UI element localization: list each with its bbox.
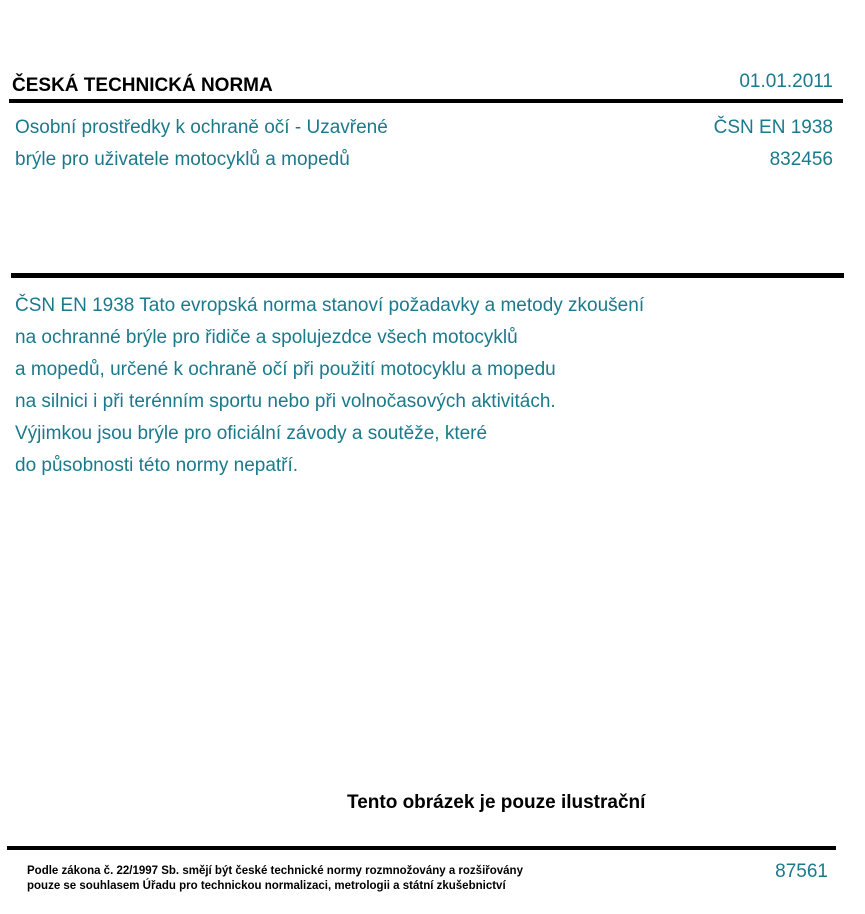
- middle-divider: [11, 273, 844, 278]
- standard-code: ČSN EN 1938: [713, 117, 833, 138]
- abstract-line: Výjimkou jsou brýle pro oficiální závody a soutěže, které: [15, 423, 488, 444]
- legal-notice-line: pouze se souhlasem Úřadu pro technickou normalizaci, metrologii a státní zkušebnictví: [27, 880, 506, 892]
- abstract-line: na silnici i při terénním sportu nebo při volnočasových aktivitách.: [15, 391, 556, 412]
- document-type-heading: ČESKÁ TECHNICKÁ NORMA: [12, 75, 273, 96]
- abstract-line: na ochranné brýle pro řidiče a spolujezdce všech motocyklů: [15, 327, 518, 348]
- illustration-disclaimer: Tento obrázek je pouze ilustrační: [347, 792, 646, 813]
- legal-notice-line: Podle zákona č. 22/1997 Sb. smějí být české technické normy rozmnožovány a rozšiřovány: [27, 865, 523, 877]
- legal-notice: [27, 864, 523, 894]
- effective-date: 01.01.2011: [739, 71, 833, 92]
- abstract-text: [15, 290, 775, 482]
- abstract-line: do působnosti této normy nepatří.: [15, 455, 299, 476]
- document-number: 87561: [775, 861, 828, 882]
- standard-class-number: 832456: [769, 149, 833, 170]
- abstract-line: ČSN EN 1938 Tato evropská norma stanoví požadavky a metody zkoušení: [15, 295, 645, 316]
- top-divider: [9, 99, 843, 103]
- standard-title-line-2: brýle pro uživatele motocyklů a mopedů: [15, 149, 350, 170]
- abstract-line: a mopedů, určené k ochraně očí při použití motocyklu a mopedu: [15, 359, 556, 380]
- standard-title-line-1: Osobní prostředky k ochraně očí - Uzavřené: [15, 117, 388, 138]
- bottom-divider: [7, 846, 836, 850]
